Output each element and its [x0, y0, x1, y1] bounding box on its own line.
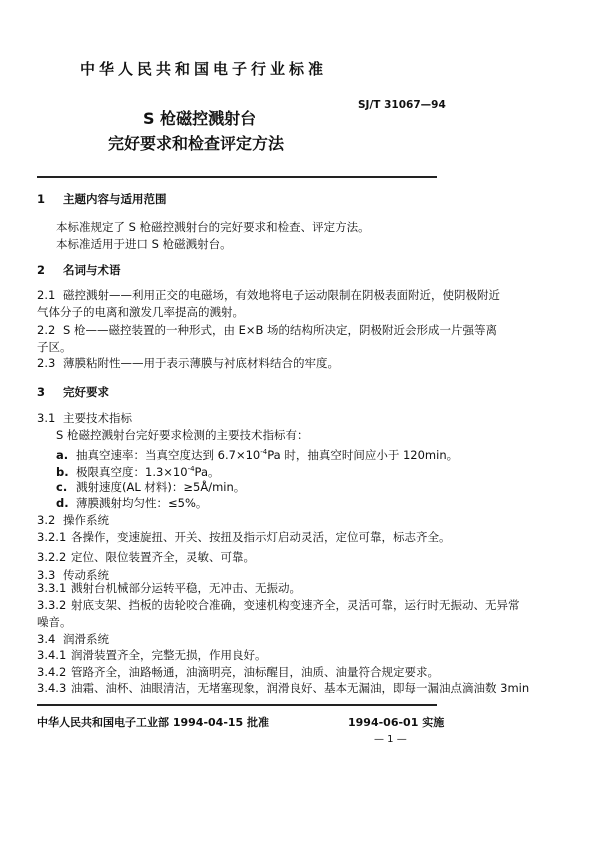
paragraph: 本标准适用于进口 S 枪磁溅射台。 — [56, 237, 232, 251]
standard-code: SJ/T 31067—94 — [358, 99, 446, 111]
document-title-line2: 完好要求和检查评定方法 — [108, 134, 285, 153]
clause-3-3-1: 3.3.1 溅射台机械部分运转平稳，无冲击、无振动。 — [37, 581, 301, 595]
effective-date: 1994-06-01 实施 — [348, 716, 445, 729]
list-item-b: b. 极限真空度：$1.3\times 10^{-4}Pa$。 — [56, 465, 220, 479]
list-item-c: c. 溅射速度(AL 材料)：≥5Å/min。 — [56, 480, 246, 494]
approval-note: 中华人民共和国电子工业部 1994-04-15 批准 — [37, 716, 270, 729]
clause-3-2: 3.2 操作系统 — [37, 513, 109, 527]
list-item-a: a. 抽真空速率：当真空度达到 $6.7\times 10^{-4}Pa$ 时，抽真空时间应小于 120min。 — [56, 448, 459, 462]
section-3-heading: 3 完好要求 — [37, 385, 109, 399]
clause-3-4-2: 3.4.2 管路齐全，油路畅通，油滴明亮，油标醒目，油质、油量符合规定要求。 — [37, 665, 439, 679]
paragraph: 本标准规定了 S 枪磁控溅射台的完好要求和检查、评定方法。 — [56, 220, 370, 234]
paragraph: S 枪磁控溅射台完好要求检测的主要技术指标有： — [56, 428, 309, 442]
footer-divider — [37, 704, 437, 706]
clause-2-2: 2.2 S 枪——磁控装置的一种形式，由 E×B 场的结构所决定，阴极附近会形成一片强等离 — [37, 323, 498, 337]
clause-3-3-2: 3.3.2 射底支架、挡板的齿轮咬合准确，变速机构变速齐全，灵活可靠，运行时无振动、无异常 — [37, 598, 520, 612]
org-standard-label: 中华人民共和国电子行业标准 — [80, 60, 328, 78]
clause-2-1-cont: 气体分子的电离和激发几率提高的溅射。 — [37, 305, 244, 319]
clause-2-3: 2.3 薄膜粘附性——用于表示薄膜与衬底材料结合的牢度。 — [37, 356, 339, 370]
clause-3-1: 3.1 主要技术指标 — [37, 411, 132, 425]
clause-2-1: 2.1 磁控溅射——利用正交的电磁场，有效地将电子运动限制在阴极表面附近，使阴极附近 — [37, 288, 500, 302]
page-number: — 1 — — [374, 734, 407, 745]
document-title-line1: S 枪磁控溅射台 — [143, 109, 257, 128]
clause-3-4-3: 3.4.3 油霜、油杯、油眼清洁，无堵塞现象，润滑良好、基本无漏油，即每一漏油点滴油数 3min — [37, 681, 530, 695]
top-divider — [37, 176, 437, 178]
section-1-heading: 1 主题内容与适用范围 — [37, 192, 167, 206]
clause-2-2-cont: 子区。 — [37, 340, 72, 354]
clause-3-3: 3.3 传动系统 — [37, 568, 109, 582]
clause-3-2-1: 3.2.1 各操作，变速旋扭、开关、按扭及指示灯启动灵活，定位可靠，标志齐全。 — [37, 530, 451, 544]
list-item-d: d. 薄膜溅射均匀性：≤5%。 — [56, 496, 208, 510]
clause-3-4: 3.4 润滑系统 — [37, 632, 109, 646]
clause-3-2-2: 3.2.2 定位、限位装置齐全，灵敏、可靠。 — [37, 550, 255, 564]
clause-3-4-1: 3.4.1 润滑装置齐全，完整无损，作用良好。 — [37, 648, 267, 662]
section-2-heading: 2 名词与术语 — [37, 263, 121, 277]
clause-3-3-2-cont: 噪音。 — [37, 615, 72, 629]
